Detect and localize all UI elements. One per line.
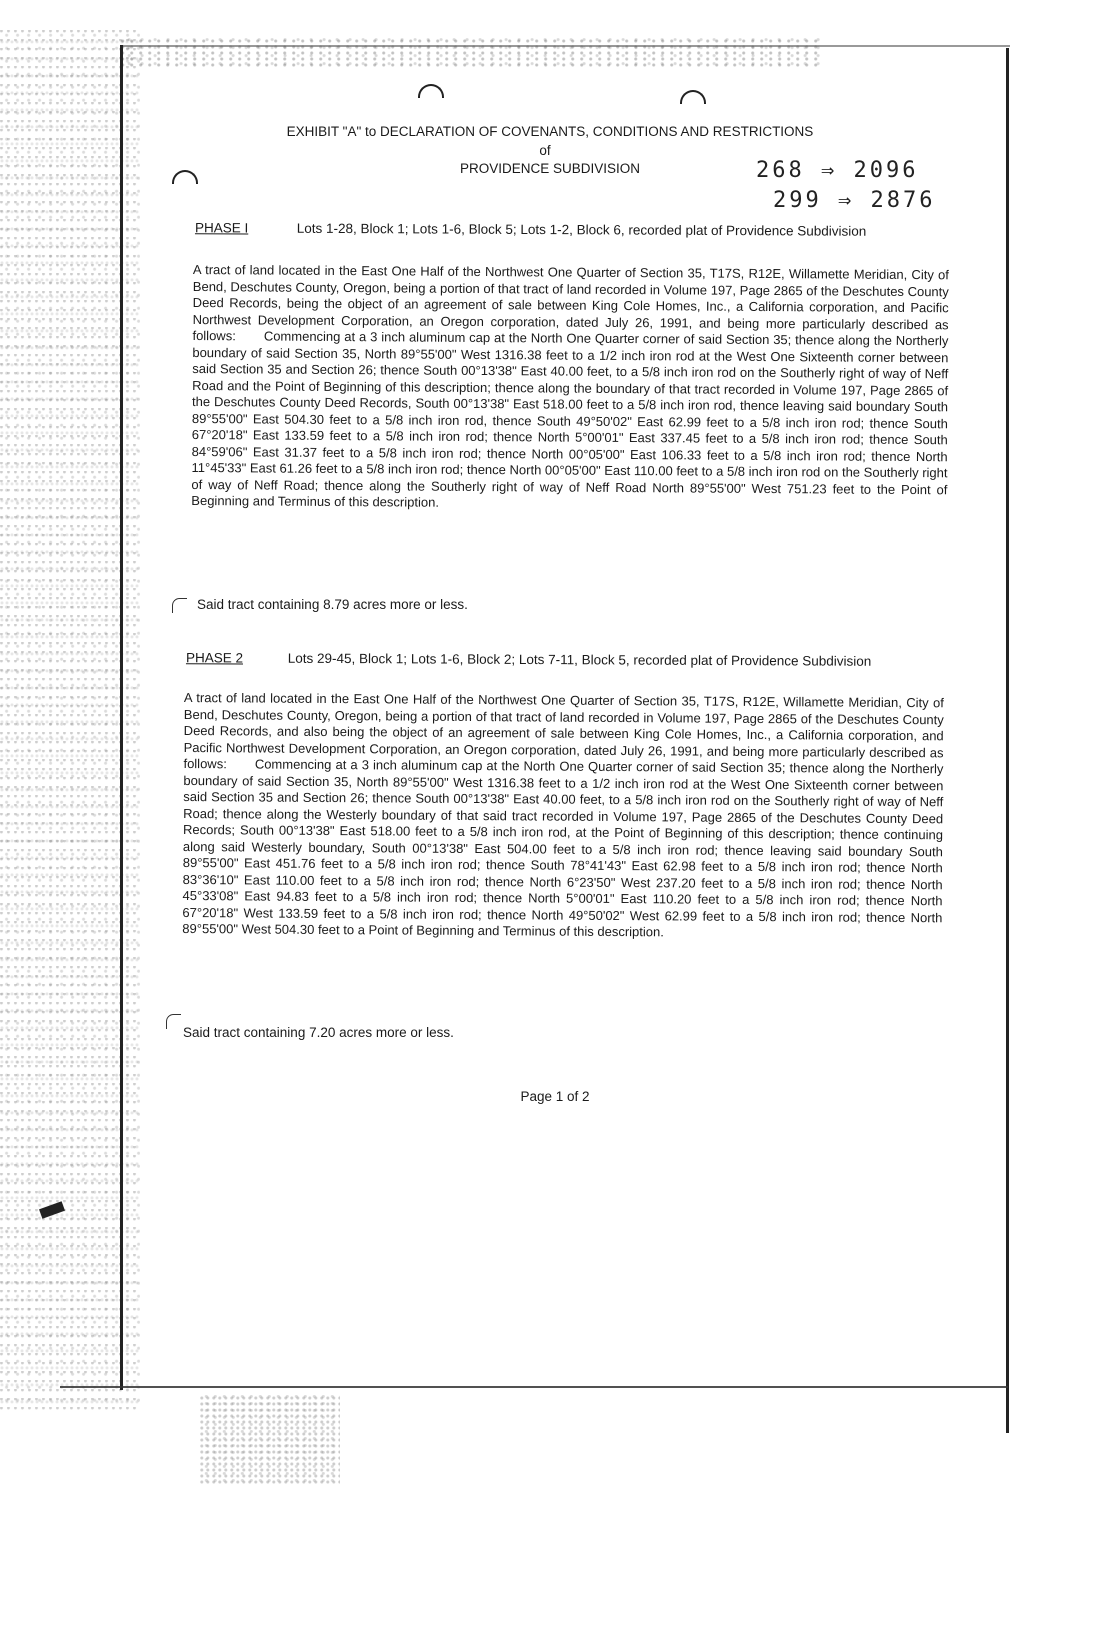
phase-2-lots: Lots 29-45, Block 1; Lots 1-6, Block 2; Lots 7-11, Block 5, recorded plat of Providence Subdivision bbox=[287, 650, 872, 669]
punch-hole-mark bbox=[418, 84, 444, 98]
phase-1-acreage: Said tract containing 8.79 acres more or less. bbox=[197, 597, 468, 612]
recording-number-stamp: 299 ⇒ 2876 bbox=[773, 188, 936, 213]
recording-number-stamp: 268 ⇒ 2096 bbox=[756, 158, 919, 183]
phase-1-label: PHASE I bbox=[194, 220, 249, 236]
page-edge-bottom bbox=[60, 1386, 1008, 1388]
exhibit-title: EXHIBIT "A" to DECLARATION OF COVENANTS, CONDITIONS AND RESTRICTIONS bbox=[286, 124, 814, 139]
scan-noise-left bbox=[0, 30, 140, 1410]
phase-2-acreage: Said tract containing 7.20 acres more or less. bbox=[183, 1025, 454, 1040]
phase-1-legal-description bbox=[191, 262, 949, 515]
phase-1-description-bounds: Commencing at a 3 inch aluminum cap at the North One Quarter corner of said Section 35; thence along the Northerly boundary of said Section 35, North 89°55'00" West 1316.38 feet to a 1/2 inch iron rod at the West One Sixteenth corner between said Section 35 and Section 26; thence South 00°13'38" East 40.00 feet, to a 5/8 inch iron rod on the Southerly right of way of Neff Road and the Point of Beginning of this description; thence along the boundary of that tract recorded in Volume 197, Page 2865 of the Deschutes County Deed Records, South 00°13'38" East 518.00 feet to a 5/8 inch iron rod, thence leaving said boundary South 89°55'00" East 504.30 feet to a 5/8 inch iron rod, thence South 49°50'02" East 62.99 feet to a 5/8 inch iron rod; thence South 67°20'18" East 133.59 feet to a 5/8 inch iron rod; thence North 5°00'01" East 337.45 feet to a 5/8 inch iron rod; thence South 84°59'06" East 31.37 feet to a 5/8 inch iron rod; thence North 00°05'00" East 106.33 feet to a 5/8 inch iron rod; thence North 11°45'33" East 61.26 feet to a 5/8 inch iron rod; thence North 00°05'00" East 110.00 feet to a 5/8 inch iron rod on the Southerly right of way of Neff Road; thence along the Southerly right of way of Neff Road North 89°55'00" West 751.23 feet to the Point of Beginning and Terminus of this description. bbox=[191, 328, 949, 510]
handwritten-mark bbox=[172, 598, 187, 613]
punch-hole-mark bbox=[680, 90, 706, 104]
phase-1-lots: Lots 1-28, Block 1; Lots 1-6, Block 5; Lots 1-2, Block 6, recorded plat of Providence Subdivision bbox=[296, 220, 867, 239]
phase-2-description-intro: A tract of land located in the East One Half of the Northwest One Quarter of Section 35, T17S, R12E, Willamette Meridian, City of Bend, Deschutes County, Oregon, being a portion of that tract of land recorded in Volume 197, Page 2865 of the Deschutes County Deed Records, and also being the object of an agreement of sale between King Cole Homes, Inc., a California corporation, and Pacific Northwest Development Corporation, an Oregon corporation, dated July 26, 1991, and being more particularly described as follows: bbox=[183, 690, 944, 772]
scan-noise-bottom bbox=[200, 1395, 340, 1485]
phase-2-label: PHASE 2 bbox=[185, 650, 244, 666]
phase-2-heading bbox=[186, 650, 871, 669]
page-edge-right bbox=[1006, 48, 1009, 1433]
page-edge-left bbox=[120, 45, 123, 1390]
page-edge-top bbox=[120, 45, 1010, 47]
exhibit-title-of: of bbox=[539, 143, 551, 158]
phase-2-legal-description bbox=[182, 690, 944, 943]
handwritten-mark bbox=[166, 1014, 181, 1029]
subdivision-name: PROVIDENCE SUBDIVISION bbox=[459, 161, 641, 176]
scan-noise-top bbox=[120, 38, 820, 68]
phase-1-description-intro: A tract of land located in the East One Half of the Northwest One Quarter of Section 35, T17S, R12E, Willamette Meridian, City of Bend, Deschutes County, Oregon, being a portion of that tract of land recorded in Volume 197, Page 2865 of the Deschutes County Deed Records, being the object of an agreement of sale between King Cole Homes, Inc., a California corporation, and Pacific Northwest Development Corporation, an Oregon corporation, dated July 26, 1991, and being more particularly described as follows: bbox=[192, 262, 949, 344]
phase-2-description-bounds: Commencing at a 3 inch aluminum cap at the North One Quarter corner of said Section 35; thence along the Northerly boundary of said Section 35, North 89°55'00" West 1316.38 feet to a 1/2 inch iron rod at the West One Sixteenth corner between said Section 35 and Section 26; thence South 00°13'38" East 40.00 feet, to a 5/8 inch iron rod on the Southerly right of way of Neff Road; thence along the Westerly boundary of that said tract recorded in Volume 197, Page 2865 of the Deschutes County Deed Records; South 00°13'38" East 518.00 feet to a 5/8 inch iron rod, at the Point of Beginning of this description; thence continuing along said Westerly boundary, South 00°13'38" East 504.00 feet to a 5/8 inch iron rod; thence leaving said boundary South 89°55'00" East 451.76 feet to a 5/8 inch iron rod; thence South 78°41'43" East 62.98 feet to a 5/8 inch iron rod; thence North 83°36'10" East 110.00 feet to a 5/8 inch iron rod; thence North 6°23'50" West 237.20 feet to a 5/8 inch iron rod; thence North 45°33'08" East 94.83 feet to a 5/8 inch iron rod; thence North 5°00'01" East 110.20 feet to a 5/8 inch iron rod; thence North 67°20'18" West 133.59 feet to a 5/8 inch iron rod; thence North 49°50'02" West 62.99 feet to a 5/8 inch iron rod; thence North 89°55'00" West 504.30 feet to a Point of Beginning and Terminus of this description. bbox=[182, 756, 944, 940]
page-number: Page 1 of 2 bbox=[520, 1089, 590, 1104]
phase-1-heading bbox=[195, 220, 866, 239]
punch-hole-mark bbox=[172, 170, 198, 184]
